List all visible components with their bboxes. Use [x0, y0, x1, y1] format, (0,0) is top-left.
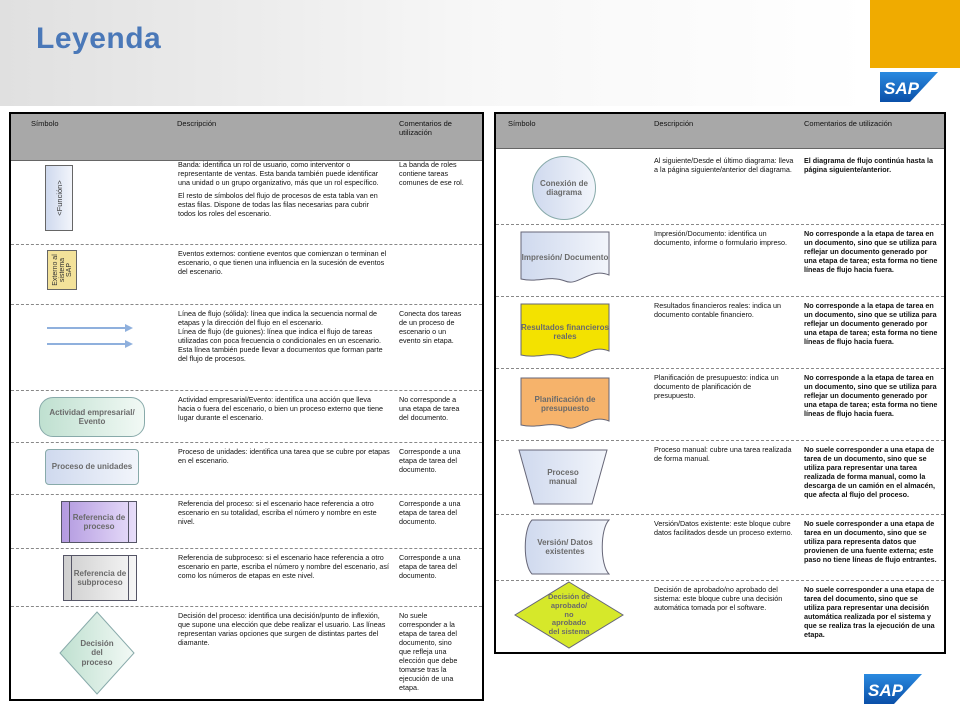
sap-logo: [880, 72, 938, 102]
solid-flow-line-icon: [47, 323, 133, 333]
row-description: Decisión del proceso: identifica una decisión/punto de inflexión, que supone una elección que debe realizar el usuario. Las líneas representan varias opciones que surgen de distintas partes del diamante.: [178, 611, 386, 647]
table-row: [11, 244, 482, 303]
table-row: [11, 548, 482, 605]
row-comments: Corresponde a una etapa de tarea del documento.: [399, 447, 461, 474]
header-description: Descripción: [177, 119, 217, 128]
financial-results-symbol: [520, 303, 610, 361]
sap-logo-text: SAP: [884, 79, 919, 98]
legend-table-right: [494, 112, 946, 654]
table-row: [11, 494, 482, 547]
unit-process-symbol: [45, 449, 139, 485]
row-comments: No corresponde a una etapa de tarea del documento.: [399, 395, 460, 422]
business-activity-symbol: [39, 397, 145, 437]
existing-data-label: Versión/ Datos existentes: [537, 537, 593, 556]
system-decision-symbol: [514, 581, 624, 649]
row-comments: La banda de roles contiene tareas comunes de ese rol.: [399, 160, 464, 187]
header-comments: Comentarios de utilización: [804, 119, 892, 128]
subprocess-reference-label: Referencia de subproceso: [73, 568, 127, 587]
description-text: Banda: identifica un rol de usuario, como interventor o representante de ventas. Esta banda también puede identificar una unidad o un grupo organizativo, más que un rol específico.: [178, 160, 379, 187]
diagram-connector-symbol: [532, 156, 596, 220]
row-comments: Corresponde a una etapa de tarea del documento.: [399, 553, 461, 580]
header-description: Descripción: [654, 119, 694, 128]
function-band-symbol: [45, 165, 73, 231]
financial-results-label: Resultados financieros reales: [520, 322, 610, 341]
existing-data-symbol: [520, 519, 610, 575]
table-row: [496, 440, 944, 513]
row-description: Referencia del proceso: si el escenario hace referencia a otro escenario en su totalidad, escriba el número y nombre en este nivel.: [178, 499, 377, 526]
process-reference-label: Referencia de proceso: [72, 512, 126, 531]
row-comments: Conecta dos tareas de un proceso de escenario o un evento sin etapa.: [399, 309, 462, 345]
row-comments: Corresponde a una etapa de tarea del documento.: [399, 499, 461, 526]
external-event-label: Externo al sistema SAP: [51, 254, 73, 286]
subprocess-reference-symbol: [63, 555, 137, 601]
table-row: [11, 606, 482, 700]
sap-logo-footer: [864, 674, 922, 704]
unit-process-label: Proceso de unidades: [51, 462, 133, 472]
table-row: [496, 224, 944, 295]
table-row: [11, 160, 482, 240]
print-document-label: Impresión/ Documento: [521, 253, 609, 263]
manual-process-label: Proceso manual: [547, 467, 579, 486]
row-description: Actividad empresarial/Evento: identifica una acción que lleva hacia o fuera del escenario, o bien un proceso externo que tiene lugar durante el escenario.: [178, 395, 383, 422]
row-comments: No suele corresponder a una etapa de tarea del documento, sino que se utiliza para representar una decisión automática realizada por el sistema y que se realiza tras la ejecución de una etapa.: [804, 585, 935, 639]
table-row: [496, 514, 944, 579]
row-description: Resultados financieros reales: indica un documento contable financiero.: [654, 301, 782, 319]
table-header: [11, 114, 482, 161]
print-document-symbol: [520, 231, 610, 285]
manual-process-symbol: [518, 449, 608, 505]
row-comments: No suele corresponder a la etapa de tarea del documento, sino que refleja una elección que debe tomarse tras la ejecución de una etapa.: [399, 611, 458, 692]
row-description: [178, 160, 386, 218]
row-comments: No suele corresponder a una etapa de tarea de un documento, sino que se utiliza para representar una tarea realizada de forma manual, como la descarga de un camión en el almacén, que afecta al flujo del proceso.: [804, 445, 936, 499]
row-description: Referencia de subproceso: si el escenario hace referencia a otro escenario en parte, escriba el número y nombre del escenario, así como los números de etapas en este nivel.: [178, 553, 389, 580]
function-band-label: <Función>: [54, 180, 64, 216]
row-description: [178, 309, 388, 363]
legend-table-left: [9, 112, 484, 701]
table-row: [496, 580, 944, 651]
row-comments: No suele corresponder a una etapa de tarea en un documento, sino que se utiliza para representa datos que provienen de una fuente externa; este paso no tiene líneas de flujo entrantes.: [804, 519, 937, 564]
budget-planning-symbol: [520, 377, 610, 431]
table-row: [11, 304, 482, 387]
row-comments: No corresponde a la etapa de tarea en un documento, sino que se utiliza para reflejar un documento generado por una etapa de tarea; esta forma no tiene líneas de flujo hacia fuera.: [804, 229, 938, 274]
row-description: Decisión de aprobado/no aprobado del sistema: este bloque cubre una decisión automática tomada por el software.: [654, 585, 783, 612]
header-comments: Comentarios de utilización: [399, 119, 452, 137]
table-row: [496, 296, 944, 367]
row-description: Planificación de presupuesto: indica un documento de planificación de presupuesto.: [654, 373, 779, 400]
table-row: [496, 368, 944, 439]
business-activity-label: Actividad empresarial/ Evento: [49, 407, 135, 426]
row-description: Al siguiente/Desde el último diagrama: lleva a la página siguiente/anterior del diagrama.: [654, 156, 794, 174]
header-symbol: Símbolo: [508, 119, 536, 128]
row-comments: No corresponde a la etapa de tarea en un documento, sino que se utiliza para reflejar un documento generado por una etapa de tarea; esta forma no tiene líneas de flujo hacia fuera.: [804, 301, 938, 346]
sap-logo-footer-text: SAP: [868, 681, 903, 700]
process-reference-symbol: [61, 501, 137, 543]
external-event-symbol: [47, 250, 77, 290]
table-row: [11, 442, 482, 491]
header-accent: [870, 0, 960, 68]
description-text-2: El resto de símbolos del flujo de procesos de esta tabla van en estas filas. Dispone de todas las filas necesarias para cubrir todos los roles del escenario.: [178, 191, 378, 218]
process-decision-symbol: [59, 611, 135, 695]
diagram-connector-label: Conexión de diagrama: [539, 178, 588, 197]
table-row: [496, 148, 944, 220]
row-description: Eventos externos: contiene eventos que comienzan o terminan el escenario, o que tienen una influencia en la sucesión de eventos del escenario.: [178, 249, 387, 276]
row-description: Versión/Datos existente: este bloque cubre datos facilitados desde un proceso externo.: [654, 519, 793, 537]
system-decision-label: Decisión de aprobado/ no aprobado del sistema: [547, 592, 591, 636]
budget-planning-label: Planificación de presupuesto: [534, 394, 596, 413]
row-description: Impresión/Documento: identifica un documento, informe o formulario impreso.: [654, 229, 788, 247]
description-text: Línea de flujo (sólida): línea que indica la secuencia normal de etapas y la dirección del flujo en el escenario.: [178, 309, 377, 327]
header: [0, 0, 960, 106]
header-symbol: Símbolo: [31, 119, 59, 128]
row-comments: El diagrama de flujo continúa hasta la página siguiente/anterior.: [804, 156, 934, 174]
row-comments: No corresponde a la etapa de tarea en un documento, sino que se utiliza para reflejar un documento generado por una etapa de tarea; esta forma no tiene líneas de flujo hacia fuera.: [804, 373, 938, 418]
dashed-flow-line-icon: [47, 339, 133, 349]
description-text-2: Línea de flujo (de guiones): línea que indica el flujo de tareas utilizadas con poca frecuencia o condicionales en un escenario. Esta línea también puede llevar a documentos que forman parte del flujo de procesos.: [178, 327, 383, 363]
table-row: [11, 390, 482, 441]
table-header: [496, 114, 944, 149]
page-title: Leyenda: [36, 22, 162, 55]
process-decision-label: Decisión del proceso: [80, 639, 114, 667]
row-description: Proceso de unidades: identifica una tarea que se cubre por etapas en el escenario.: [178, 447, 390, 465]
row-description: Proceso manual: cubre una tarea realizada de forma manual.: [654, 445, 792, 463]
